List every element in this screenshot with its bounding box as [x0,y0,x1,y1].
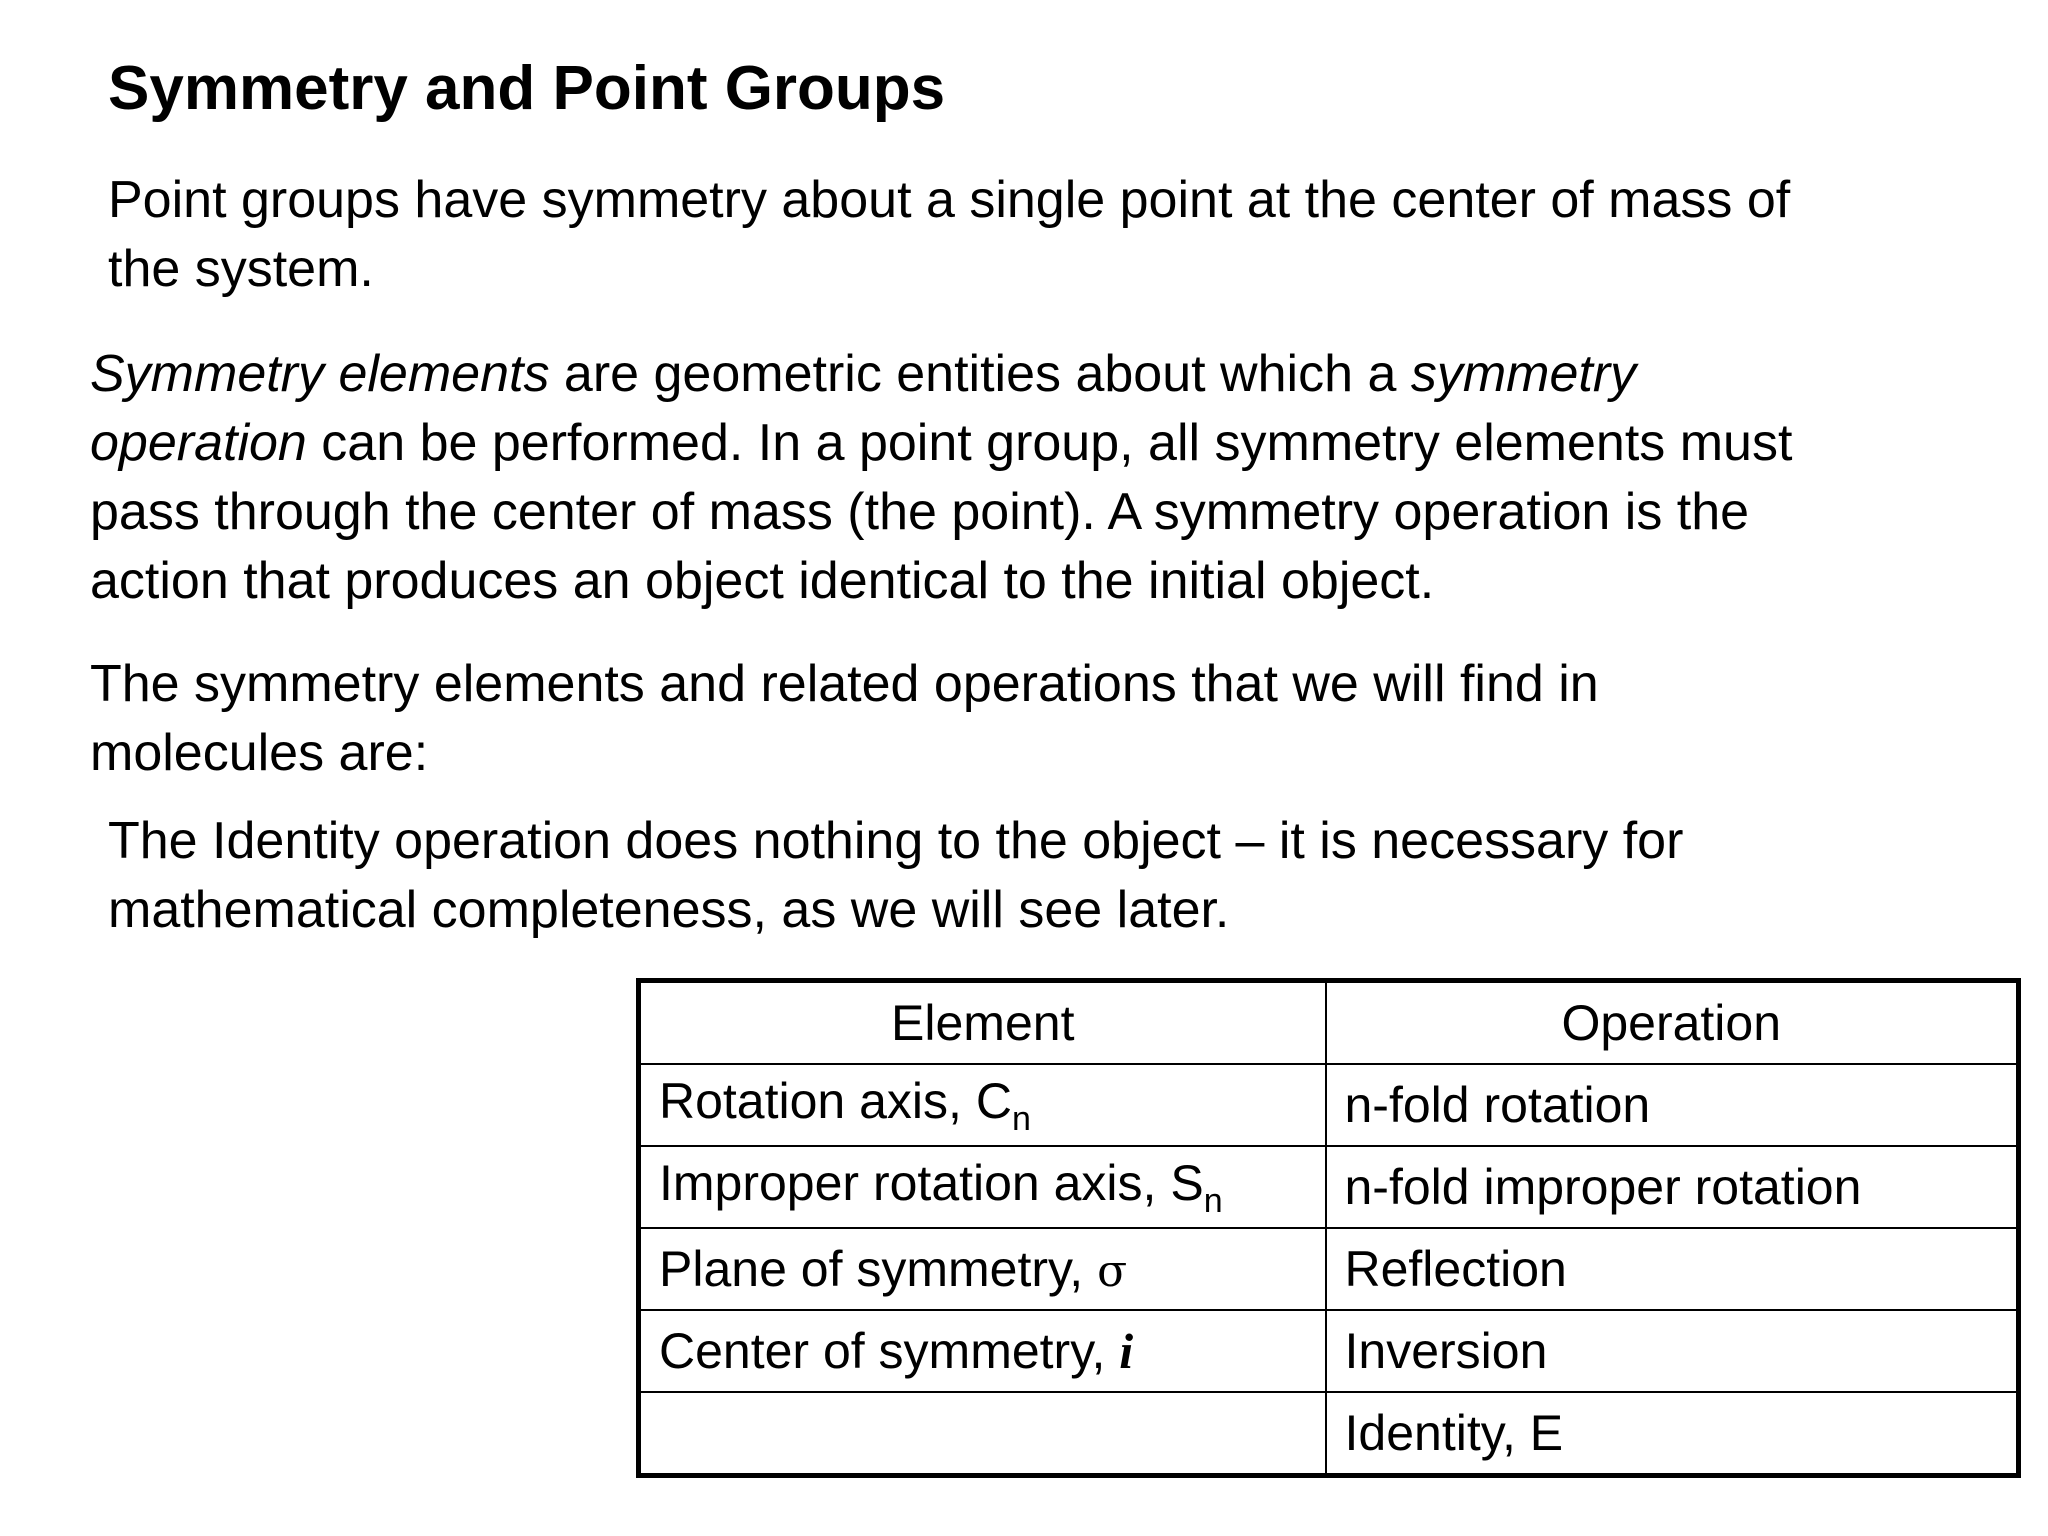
definition-line: pass through the center of mass (the point). A symmetry operation is the [90,483,1750,541]
element-cell [639,1064,1326,1146]
table-row [639,1310,2019,1392]
element-cell [639,1392,1326,1476]
term-symmetry-elements: Symmetry elements [90,345,550,403]
list-intro-line: The symmetry elements and related operations that we will find in [90,655,1599,713]
definition-line [90,409,2010,478]
list-intro-paragraph [90,650,1990,788]
term-symmetry-operation-part: operation [90,414,307,472]
table-row [639,1228,2019,1310]
operation-cell: n-fold rotation [1326,1064,2019,1146]
intro-line: the system. [108,240,374,298]
symmetry-table [636,978,2021,1478]
intro-paragraph [108,166,2008,304]
header-element: Element [639,981,1326,1065]
page-title: Symmetry and Point Groups [108,54,946,123]
table-row [639,1392,2019,1476]
operation-cell: Reflection [1326,1228,2019,1310]
intro-line: Point groups have symmetry about a single point at the center of mass of [108,171,1791,229]
element-cell [639,1310,1326,1392]
identity-note-paragraph [108,807,2008,945]
element-subscript: n [1203,1181,1223,1220]
table-header-row [639,981,2019,1065]
definition-line [90,340,2010,409]
header-operation: Operation [1326,981,2019,1065]
inversion-symbol: i [1119,1323,1134,1379]
table-row [639,1146,2019,1228]
identity-note-line: mathematical completeness, as we will see later. [108,881,1230,939]
table-row [639,1064,2019,1146]
term-symmetry-operation-part: symmetry [1410,345,1637,403]
element-text: Improper rotation axis, S [659,1154,1204,1211]
definition-paragraph [90,340,2010,616]
element-text: Rotation axis, C [659,1072,1012,1129]
sigma-symbol: σ [1097,1246,1128,1297]
definition-line: action that produces an object identical to the initial object. [90,552,1435,610]
element-cell [639,1146,1326,1228]
operation-cell: Inversion [1326,1310,2019,1392]
operation-cell: Identity, E [1326,1392,2019,1476]
element-text: Center of symmetry, [659,1323,1120,1379]
identity-note-line: The Identity operation does nothing to the object – it is necessary for [108,812,1684,870]
list-intro-line: molecules are: [90,724,429,782]
element-text: Plane of symmetry, [659,1241,1098,1297]
definition-text: are geometric entities about which a [549,345,1411,403]
definition-text: can be performed. In a point group, all symmetry elements must [306,414,1793,472]
operation-cell: n-fold improper rotation [1326,1146,2019,1228]
element-subscript: n [1011,1099,1031,1138]
element-cell [639,1228,1326,1310]
